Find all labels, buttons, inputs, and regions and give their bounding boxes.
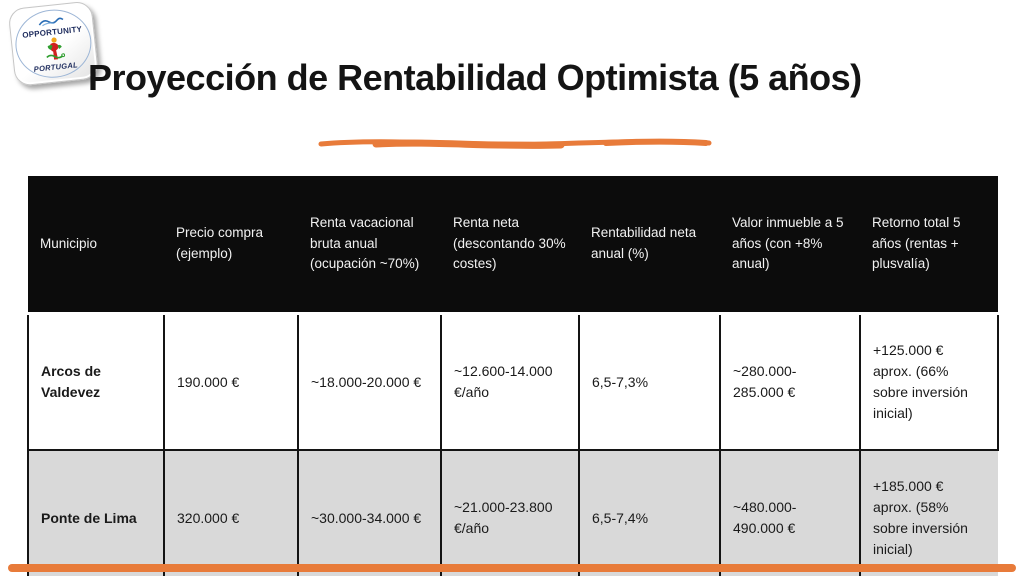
logo-text-bottom: PORTUGAL — [33, 59, 79, 74]
cell-precio: 190.000 € — [164, 314, 298, 451]
cell-renta-neta: ~12.600-14.000 €/año — [441, 314, 579, 451]
header-rentabilidad: Rentabilidad neta anual (%) — [579, 176, 720, 314]
logo-badge — [8, 0, 100, 86]
cell-rentabilidad: 6,5-7,3% — [579, 314, 720, 451]
cell-municipio: Ponte de Lima — [28, 450, 164, 576]
cell-retorno: +125.000 € aprox. (66% sobre inversión inicial) — [860, 314, 998, 451]
header-valor-inmueble: Valor inmueble a 5 años (con +8% anual) — [720, 176, 860, 314]
profitability-projection-table — [27, 176, 999, 576]
header-renta-bruta: Renta vacacional bruta anual (ocupación ~70%) — [298, 176, 441, 314]
cell-precio: 320.000 € — [164, 450, 298, 576]
cell-municipio: Arcos de Valdevez — [28, 314, 164, 451]
footer-accent-bar — [8, 564, 1016, 572]
table-row-ponte-de-lima — [28, 450, 998, 576]
header-retorno-total: Retorno total 5 años (rentas + plusvalía) — [860, 176, 998, 314]
title-underline-accent — [316, 132, 714, 156]
wave-mountain-icon — [38, 15, 65, 27]
header-municipio: Municipio — [28, 176, 164, 314]
cell-valor-inmueble: ~280.000-285.000 € — [720, 314, 860, 451]
cell-renta-bruta: ~30.000-34.000 € — [298, 450, 441, 576]
cell-renta-neta: ~21.000-23.800 €/año — [441, 450, 579, 576]
slide-title: Proyección de Rentabilidad Optimista (5 años) — [88, 57, 862, 98]
header-renta-neta: Renta neta (descontando 30% costes) — [441, 176, 579, 314]
cell-retorno: +185.000 € aprox. (58% sobre inversión inicial) — [860, 450, 998, 576]
header-precio-compra: Precio compra (ejemplo) — [164, 176, 298, 314]
table-header-row — [28, 176, 998, 314]
cell-valor-inmueble: ~480.000-490.000 € — [720, 450, 860, 576]
cell-renta-bruta: ~18.000-20.000 € — [298, 314, 441, 451]
logo-text-top: OPPORTUNITY — [21, 24, 83, 40]
portugal-figure-icon — [40, 35, 69, 64]
table-row-arcos-de-valdevez — [28, 314, 998, 451]
cell-rentabilidad: 6,5-7,4% — [579, 450, 720, 576]
